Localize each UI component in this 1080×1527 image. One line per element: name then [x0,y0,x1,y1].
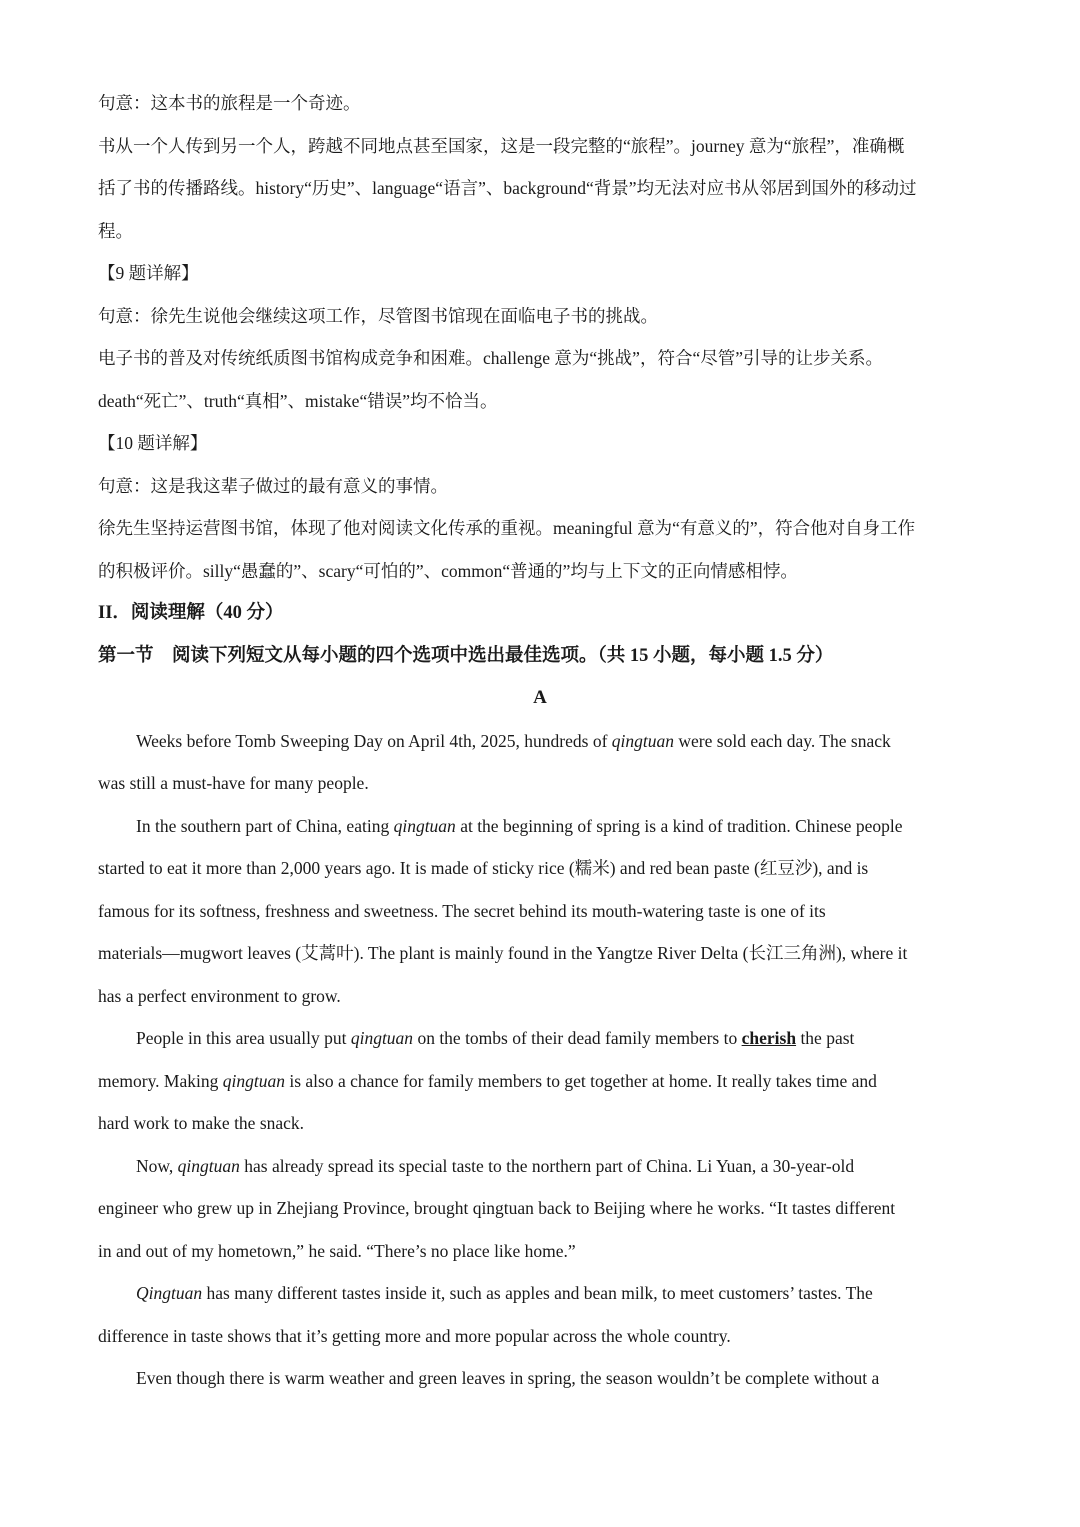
italic-term: qingtuan [611,730,675,751]
text-span: memory. Making [98,1070,223,1091]
italic-term: qingtuan [222,1070,285,1091]
italic-term: Qingtuan [136,1283,203,1303]
passage-paragraph [98,805,982,1018]
subsection-heading: 第一节 阅读下列短文从每小题的四个选项中选出最佳选项。（共 15 小题，每小题 1.5 分） [98,645,834,666]
explanation-line: death“死亡”、truth“真相”、mistake“错误”均不恰当。 [98,390,498,411]
passage-line: famous for its softness, freshness and sweetness. The secret behind its mouth-watering taste is one of its [98,900,826,921]
text-span: at the beginning of spring is a kind of tradition. Chinese people [455,815,903,836]
passage-line [98,1060,982,1103]
question-9-heading: 【9 题详解】 [98,263,199,283]
italic-term: qingtuan [393,815,456,836]
explanation-line: 电子书的普及对传统纸质图书馆构成竞争和困难。challenge 意为“挑战”，符合“尽管”引导的让步关系。 [98,348,883,368]
passage-line [98,720,982,763]
explanation-line: 程。 [98,220,133,241]
passage-label: A [533,687,547,708]
italic-term: qingtuan [177,1155,240,1176]
explanation-line: 书从一个人传到另一个人，跨越不同地点甚至国家，这是一段完整的“旅程”。journey 意为“旅程”，准确概 [98,135,905,156]
text-span: In the southern part of China, eating [136,815,394,836]
passage-line: was still a must-have for many people. [98,773,369,793]
passage-line: has a perfect environment to grow. [98,985,341,1006]
underlined-word: cherish [741,1028,797,1048]
text-span: the past [796,1028,855,1048]
passage-line: hard work to make the snack. [98,1113,305,1133]
passage-line [98,805,982,848]
passage-paragraph [98,1357,982,1400]
passage-line: Even though there is warm weather and green leaves in spring, the season wouldn’t be complete without a [136,1368,880,1388]
text-span: were sold each day. The snack [674,730,891,751]
document-page [98,82,982,1400]
passage-line [98,1145,982,1188]
passage-line [98,1272,982,1315]
text-span: Weeks before Tomb Sweeping Day on April 4th, 2025, hundreds of [136,730,612,751]
text-span: is also a chance for family members to get together at home. It really takes time and [284,1070,877,1091]
text-span: has already spread its special taste to the northern part of China. Li Yuan, a 30-year-old [239,1155,855,1176]
text-span: on the tombs of their dead family members to [413,1028,742,1048]
passage-paragraph [98,720,982,805]
passage-line: started to eat it more than 2,000 years ago. It is made of sticky rice (糯米) and red bean paste (红豆沙), and is [98,858,869,878]
passage-line: in and out of my hometown,” he said. “There’s no place like home.” [98,1240,576,1261]
passage-line: materials—mugwort leaves (艾蒿叶). The plant is mainly found in the Yangtze River Delta (长江三角洲), where it [98,943,908,963]
passage-paragraph [98,1272,982,1357]
text-span: has many different tastes inside it, such as apples and bean milk, to meet customers’ tastes. The [202,1283,873,1303]
explanation-line: 括了书的传播路线。history“历史”、language“语言”、background“背景”均无法对应书从邻居到国外的移动过 [98,178,917,198]
passage-paragraph [98,1017,982,1145]
explanation-line: 徐先生坚持运营图书馆，体现了他对阅读文化传承的重视。meaningful 意为“有意义的”，符合他对自身工作 [98,518,916,538]
explanation-line: 句意：徐先生说他会继续这项工作，尽管图书馆现在面临电子书的挑战。 [98,305,658,326]
passage-line: difference in taste shows that it’s getting more and more popular across the whole country. [98,1325,731,1346]
text-span: Now, [136,1155,178,1176]
passage-line: engineer who grew up in Zhejiang Province, brought qingtuan back to Beijing where he works. “It tastes different [98,1198,896,1218]
section-heading: II．阅读理解（40 分） [98,603,284,623]
passage-paragraph [98,1145,982,1273]
italic-term: qingtuan [350,1028,414,1048]
explanation-line: 的积极评价。silly“愚蠢的”、scary“可怕的”、common“普通的”均与上下文的正向情感相悖。 [98,560,798,581]
explanation-line: 句意：这本书的旅程是一个奇迹。 [98,93,361,113]
passage-line [98,1017,982,1060]
explanation-line: 句意：这是我这辈子做过的最有意义的事情。 [98,475,448,496]
question-10-heading: 【10 题详解】 [98,433,208,453]
text-span: People in this area usually put [136,1028,351,1048]
